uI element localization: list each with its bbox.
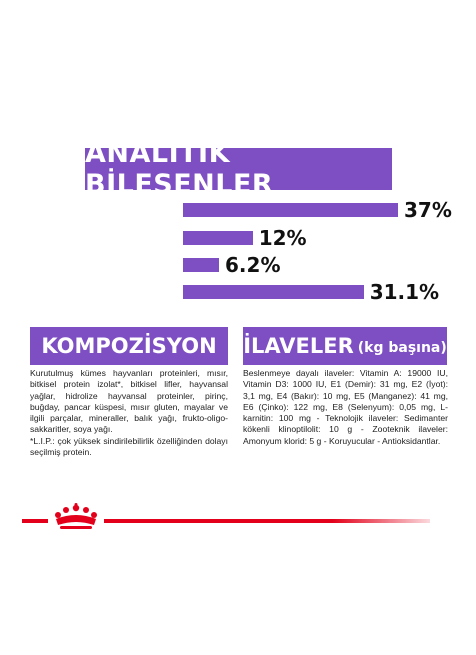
nutrient-value: 31.1% — [369, 280, 440, 304]
composition-header — [30, 327, 228, 365]
nutrient-bar — [183, 258, 219, 272]
additives-text: Beslenmeye dayalı ilaveler: Vitamin A: 19000 IU, Vitamin D3: 1000 IU, E1 (Demir): 31 mg, E2 (İyot): 3,1 mg, E4 (Bakır): 10 mg, E5 (Manganez): 41 mg, E6 (Çinko): 122 mg, E8 (Selenyum): 0,05 mg, L-karnitin: 100 mg - Teknolojik ilaveler: Sedimanter kökenli klinoptilolit: 10 g - Zooteknik ilaveler: Amonyum klorid: 5 g - Koruyucular - Antioksidantlar. — [243, 368, 448, 446]
nutrient-bar — [183, 203, 398, 217]
nutrient-bar — [183, 231, 253, 245]
composition-title: KOMPOZİSYON — [41, 334, 217, 358]
additives-text-block — [243, 368, 448, 447]
additives-header — [243, 327, 447, 365]
analytic-header — [85, 138, 392, 200]
brand-line-left — [22, 519, 48, 523]
nutrient-bar — [183, 285, 364, 299]
additives-subtitle: (kg başına) — [357, 340, 447, 356]
composition-text: Kurutulmuş kümes hayvanları proteinleri, mısır, bitkisel protein izolat*, bitkisel lifler, hayvansal yağlar, hidrolize hayvansal proteinler, pirinç, buğday, pancar küspesi, mısır gluten, mayalar ve ilgili parçalar, mineraller, balık yağı, frukto-oligo-sakkaritler, soya yağı. — [30, 368, 228, 435]
crown-icon — [50, 503, 102, 531]
composition-text-block — [30, 368, 228, 458]
composition-note: *L.I.P.: çok yüksek sindirilebilirlik özelliğinden dolayı seçilmiş protein. — [30, 435, 228, 458]
analytic-title: ANALİTİK BİLEŞENLER — [85, 138, 274, 200]
brand-line-right — [104, 519, 430, 523]
nutrient-value: 6.2% — [225, 253, 281, 277]
nutrient-value: 37% — [404, 198, 452, 222]
additives-title: İLAVELER — [243, 334, 354, 358]
nutrient-value: 12% — [258, 226, 307, 250]
